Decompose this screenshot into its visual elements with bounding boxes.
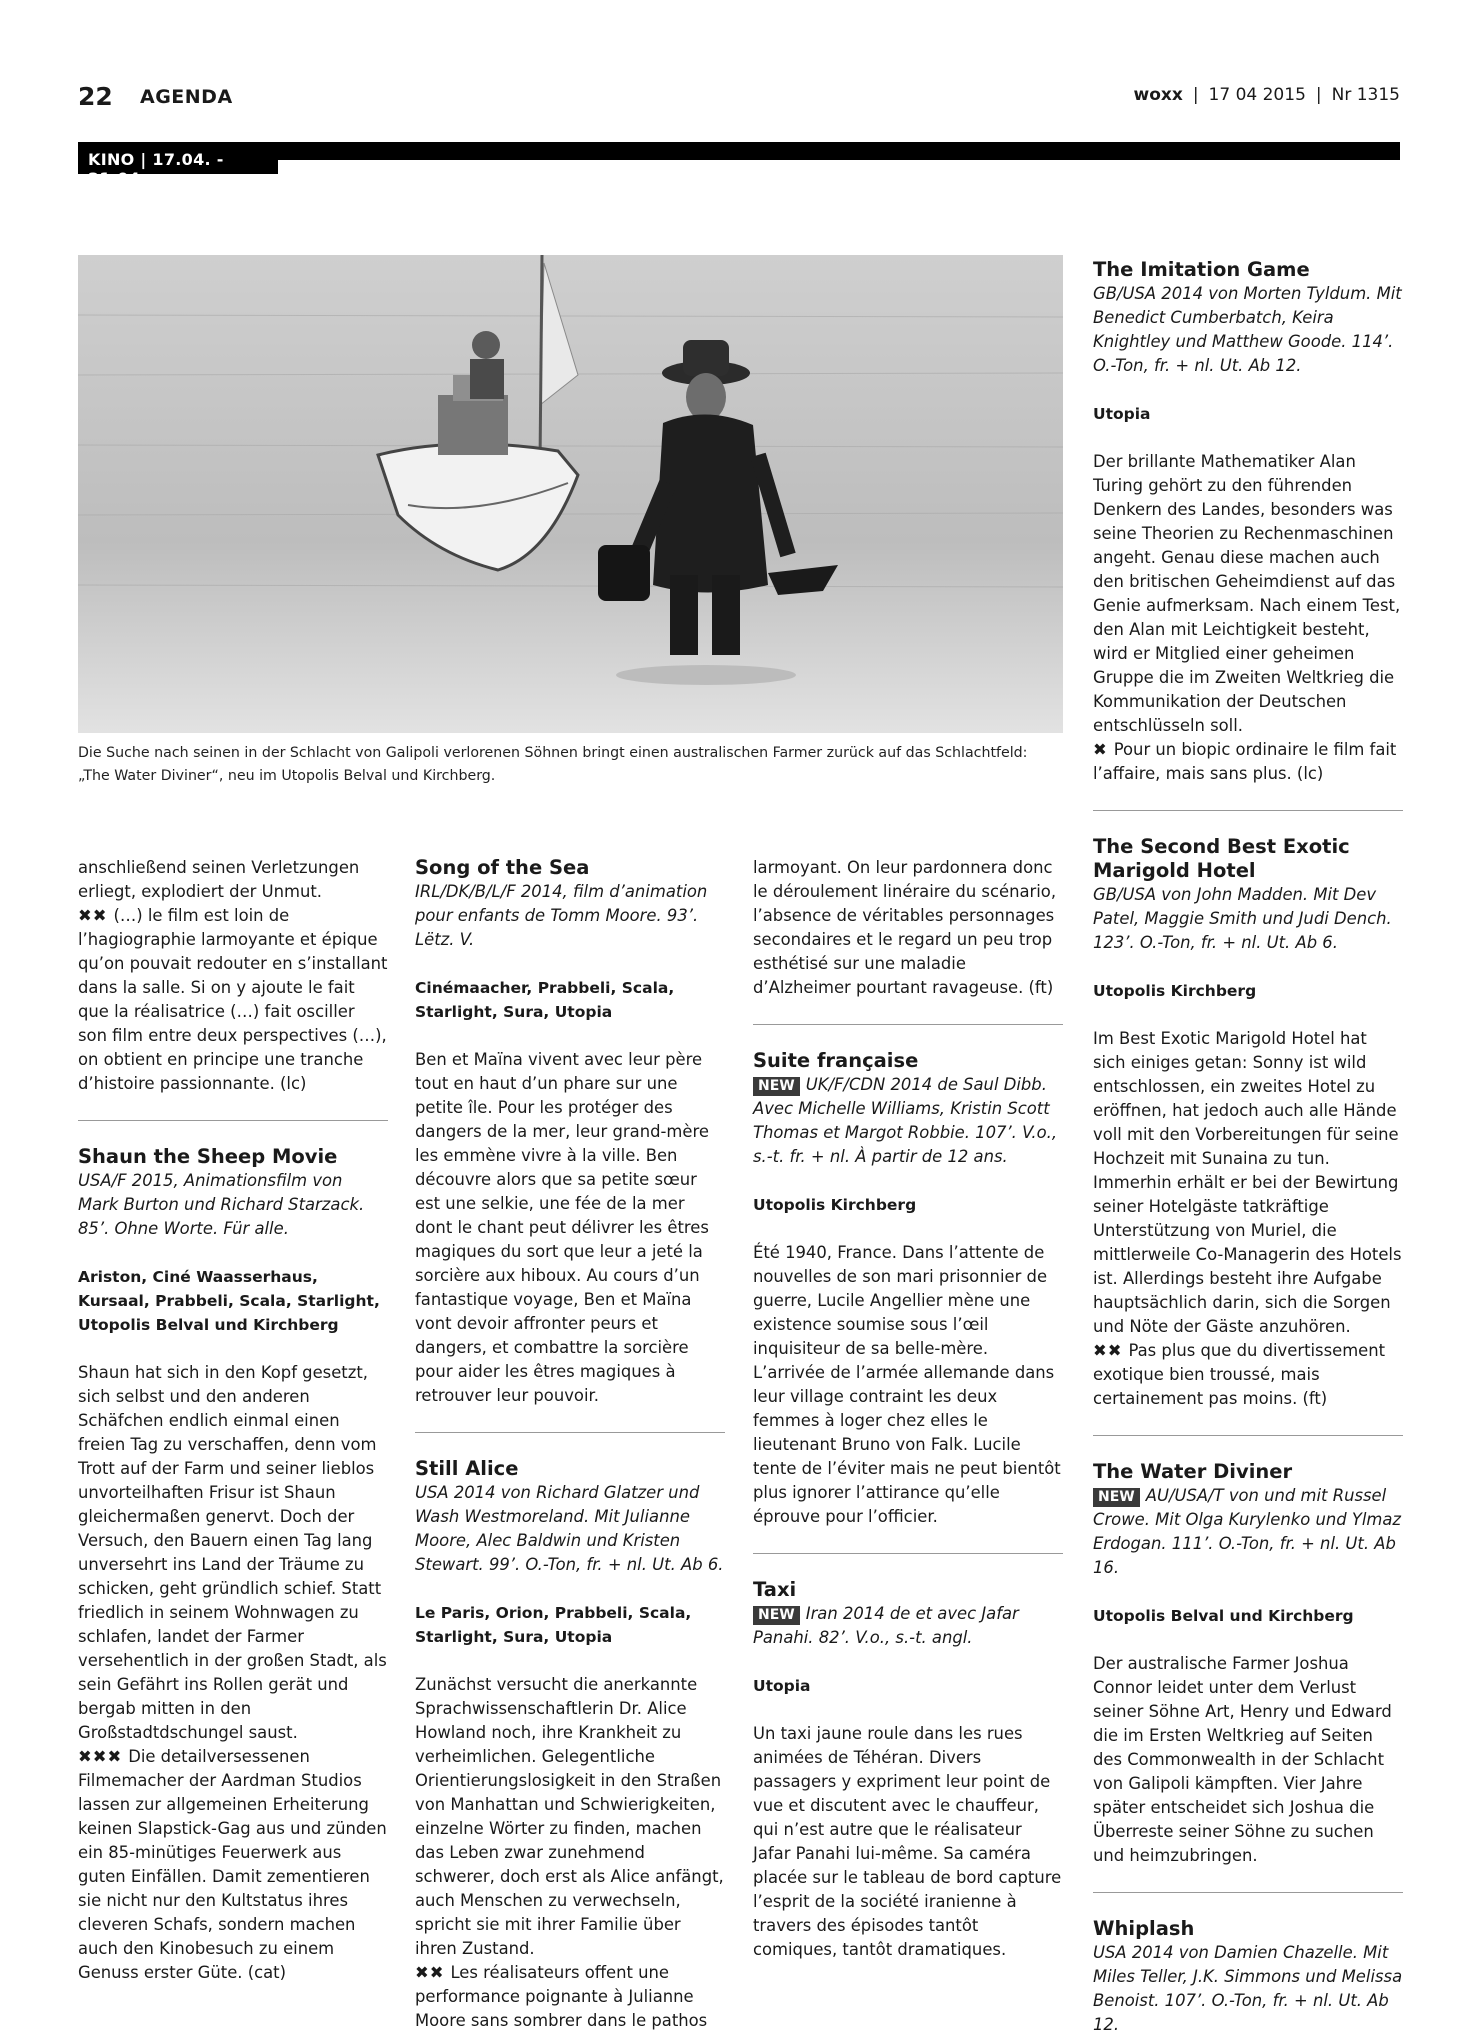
film-cinemas: Utopolis Belval und Kirchberg	[1093, 1607, 1354, 1625]
film-title: The Second Best Exotic Marigold Hotel	[1093, 835, 1350, 882]
new-badge: NEW	[753, 1606, 800, 1625]
film-water-diviner	[1093, 1460, 1403, 1868]
film-whiplash	[1093, 1917, 1403, 2037]
masthead-info: woxx | 17 04 2015 | Nr 1315	[1133, 85, 1400, 105]
film-meta: USA/F 2015, Animationsfilm von Mark Burton und Richard Starzack. 85’. Ohne Worte. Für alle.	[78, 1171, 365, 1238]
film-title: Taxi	[753, 1578, 797, 1601]
column-4	[1093, 258, 1403, 2037]
film-cinemas: Utopia	[1093, 405, 1151, 423]
film-cinemas: Utopolis Kirchberg	[1093, 982, 1257, 1000]
review-text: Die detailversessenen Filmemacher der Aardman Studios lassen zur allgemeinen Erheiterung keinen Slapstick-Gag aus und zünden ein 85-minütiges Feuerwerk aus guten Einfällen. Damit zementieren sie nicht nur den Kultstatus ihres cleveren Schafs, sondern machen auch den Kinobesuch zu einem Genuss erster Güte. (cat)	[78, 1747, 387, 1982]
film-meta: GB/USA 2014 von Morten Tyldum. Mit Benedict Cumberbatch, Keira Knightley und Matthew Goode. 114’. O.-Ton, fr. + nl. Ut. Ab 12.	[1093, 284, 1402, 375]
film-meta: IRL/DK/B/L/F 2014, film d’animation pour enfants de Tomm Moore. 93’. Lëtz. V.	[415, 882, 708, 949]
film-song-of-the-sea	[415, 856, 725, 1408]
rating-stars: ✖✖	[78, 906, 108, 925]
film-synopsis: Der brillante Mathematiker Alan Turing gehört zu den führenden Denkern des Landes, besonders was seine Theorien zu Rechenmaschinen angeht. Genau diese machen auch den britischen Geheimdienst auf das Genie aufmerksam. Nach einem Test, den Alan mit Leichtigkeit besteht, wird er Mitglied einer geheimen Gruppe die im Zweiten Weltkrieg die Kommunikation der Deutschen entschlüsseln soll.	[1093, 452, 1401, 735]
film-still-photo	[78, 255, 1063, 733]
film-title: Shaun the Sheep Movie	[78, 1145, 338, 1168]
divider	[753, 1553, 1063, 1554]
column-2	[415, 856, 725, 2033]
film-synopsis: Der australische Farmer Joshua Connor leidet unter dem Verlust seiner Söhne Art, Henry und Edward die im Ersten Weltkrieg auf Seiten des Commonwealth in der Schlacht von Galipoli kämpften. Vier Jahre später entscheidet sich Joshua die Überreste seiner Söhne zu suchen und heimzubringen.	[1093, 1654, 1392, 1865]
film-synopsis: Zunächst versucht die anerkannte Sprachwissenschaftlerin Dr. Alice Howland noch, ihre Krankheit zu verheimlichen. Gelegentliche Orientierungslosigkeit in den Straßen von Manhattan und Schwierigkeiten, einzelne Wörter zu finden, machen das Leben zwar zunehmend schwerer, doch erst als Alice anfängt, auch Menschen zu verwechseln, spricht sie mit ihrer Familie über ihren Zustand.	[415, 1675, 724, 1958]
rating-stars: ✖✖	[1093, 1341, 1123, 1360]
column-3	[753, 856, 1063, 1962]
continued-text: anschließend seinen Verletzungen erliegt, explodiert der Unmut.	[78, 858, 360, 901]
film-suite-francaise	[753, 1049, 1063, 1529]
review-text: Pas plus que du divertissement exotique bien troussé, mais certainement pas moins. (ft)	[1093, 1341, 1386, 1408]
divider	[753, 1024, 1063, 1025]
film-meta-text: AU/USA/T von und mit Russel Crowe. Mit Olga Kurylenko und Ylmaz Erdogan. 111’. O.-Ton, fr. + nl. Ut. Ab 16.	[1093, 1486, 1402, 1577]
film-synopsis: Ben et Maïna vivent avec leur père tout en haut d’un phare sur une petite île. Pour les protéger des dangers de la mer, leur grand-mère les emmène vivre à la ville. Ben découvre alors que sa petite sœur est une selkie, une fée de la mer dont le chant peut délivrer les êtres magiques du sort que leur a jeté la sorcière aux hiboux. Au cours d’un fantastique voyage, Ben et Maïna vont devoir affronter peurs et dangers, et combattre la sorcière pour aider les êtres magiques à retrouver leur pouvoir.	[415, 1050, 709, 1405]
divider	[1093, 1435, 1403, 1436]
film-title: The Imitation Game	[1093, 258, 1310, 281]
publication-name: woxx	[1133, 85, 1183, 105]
film-meta-text: UK/F/CDN 2014 de Saul Dibb. Avec Michelle Williams, Kristin Scott Thomas et Margot Robbie. 107’. V.o., s.-t. fr. + nl. À partir de 12 ans.	[753, 1075, 1058, 1166]
film-synopsis: Shaun hat sich in den Kopf gesetzt, sich selbst und den anderen Schäfchen endlich einmal einen freien Tag zu verschaffen, denn vom Trott auf der Farm und seiner lieblos unvorteilhaften Frisur ist Shaun gleichermaßen genervt. Doch der Versuch, den Bauern einen Tag lang unversehrt ins Land der Träume zu schicken, geht gründlich schief. Statt friedlich in seinem Wohnwagen zu schlafen, landet der Farmer versehentlich in der großen Stadt, als sein Gefährt ins Rollen gerät und bergab mitten in den Großstadtdschungel saust.	[78, 1363, 387, 1742]
review-text: Pour un biopic ordinaire le film fait l’affaire, mais sans plus. (lc)	[1093, 740, 1397, 783]
review-text: Les réalisateurs offent une performance poignante à Julianne Moore sans sombrer dans le pathos	[415, 1963, 708, 2030]
section-title: AGENDA	[140, 86, 233, 108]
rating-stars: ✖✖	[415, 1963, 445, 1982]
review-text: (…) le film est loin de l’hagiographie larmoyante et épique qu’on pouvait redouter en s’installant dans la salle. Si on y ajoute le fait que la réalisatrice (…) fait osciller son film entre deux perspectives (…), on obtient en principe une tranche d’histoire passionnante. (lc)	[78, 906, 388, 1093]
film-meta: USA 2014 von Richard Glatzer und Wash Westmoreland. Mit Julianne Moore, Alec Baldwin und Kristen Stewart. 99’. O.-Ton, fr. + nl. Ut. Ab 6.	[415, 1483, 724, 1574]
page-number: 22	[78, 82, 113, 111]
section-tag: KINO | 17.04. - 21.04.	[78, 142, 278, 174]
continued-text: larmoyant. On leur pardonnera donc le déroulement linéraire du scénario, l’absence de véritables personnages secondaires et le regard un peu trop esthétisé sur une maladie d’Alzheimer pourtant ravageuse. (ft)	[753, 858, 1057, 997]
film-meta	[753, 1073, 1063, 1169]
film-synopsis: Im Best Exotic Marigold Hotel hat sich einiges getan: Sonny ist wild entschlossen, ein zweites Hotel zu eröffnen, hat jedoch auch alle Hände voll mit den Vorbereitungen für seine Hochzeit mit Sunaina zu tun. Immerhin erhält er bei der Bewirtung seiner Hotelgäste tatkräftige Unterstützung von Muriel, die mittlerweile Co-Managerin des Hotels ist. Allerdings besteht ihre Aufgabe hauptsächlich darin, sich die Sorgen und Nöte der Gäste anzuhören.	[1093, 1029, 1402, 1336]
film-meta	[753, 1602, 1063, 1650]
film-meta: GB/USA von John Madden. Mit Dev Patel, Maggie Smith und Judi Dench. 123’. O.-Ton, fr. + nl. Ut. Ab 6.	[1093, 885, 1392, 952]
continued-verdict	[78, 904, 388, 1096]
film-verdict	[78, 1745, 388, 1985]
film-title: Song of the Sea	[415, 856, 590, 879]
issue-date: 17 04 2015	[1208, 85, 1306, 105]
photo-caption: Die Suche nach seinen in der Schlacht von Galipoli verlorenen Söhnen bringt einen australischen Farmer zurück auf das Schlachtfeld: „The Water Diviner“, neu im Utopolis Belval und Kirchberg.	[78, 745, 1028, 784]
film-verdict	[1093, 1339, 1403, 1411]
rating-stars: ✖	[1093, 740, 1108, 759]
new-badge: NEW	[1093, 1488, 1140, 1507]
new-badge: NEW	[753, 1077, 800, 1096]
film-still-alice	[415, 1457, 725, 2033]
film-imitation-game	[1093, 258, 1403, 786]
film-synopsis: Été 1940, France. Dans l’attente de nouvelles de son mari prisonnier de guerre, Lucile Angellier mène une existence soumise sous l’œil inquisiteur de sa belle-mère. L’arrivée de l’armée allemande dans leur village contraint les deux femmes à loger chez elles le lieutenant Bruno von Falk. Lucile tente de l’éviter mais ne peut bientôt plus ignorer l’attirance qu’elle éprouve pour l’officier.	[753, 1243, 1061, 1526]
film-synopsis: Un taxi jaune roule dans les rues animées de Téhéran. Divers passagers y expriment leur point de vue et discutent avec le chauffeur, qui n’est autre que le réalisateur Jafar Panahi lui-même. Sa caméra placée sur le tableau de bord capture l’esprit de la société iranienne à travers des épisodes tantôt comiques, tantôt dramatiques.	[753, 1724, 1062, 1959]
film-cinemas: Utopia	[753, 1677, 811, 1695]
film-marigold-hotel	[1093, 835, 1403, 1411]
film-title: Whiplash	[1093, 1917, 1195, 1940]
film-taxi	[753, 1578, 1063, 1962]
divider	[1093, 810, 1403, 811]
film-shaun-the-sheep	[78, 1145, 388, 1985]
rating-stars: ✖✖✖	[78, 1747, 123, 1766]
film-title: Suite française	[753, 1049, 919, 1072]
film-meta: USA 2014 von Damien Chazelle. Mit Miles Teller, J.K. Simmons und Melissa Benoist. 107’. O.-Ton, fr. + nl. Ut. Ab 12.	[1093, 1943, 1403, 2034]
film-cinemas: Cinémaacher, Prabbeli, Scala, Starlight, Sura, Utopia	[415, 979, 675, 1021]
film-title: The Water Diviner	[1093, 1460, 1293, 1483]
film-cinemas: Le Paris, Orion, Prabbeli, Scala, Starlight, Sura, Utopia	[415, 1604, 692, 1646]
film-verdict	[415, 1961, 725, 2033]
column-1	[78, 856, 388, 1985]
film-verdict	[1093, 738, 1403, 786]
divider	[415, 1432, 725, 1433]
divider	[78, 1120, 388, 1121]
film-title: Still Alice	[415, 1457, 519, 1480]
divider	[1093, 1892, 1403, 1893]
film-cinemas: Ariston, Ciné Waasserhaus, Kursaal, Prabbeli, Scala, Starlight, Utopolis Belval und Kirchberg	[78, 1268, 380, 1334]
issue-number: Nr 1315	[1331, 85, 1400, 105]
film-meta-text: Iran 2014 de et avec Jafar Panahi. 82’. V.o., s.-t. angl.	[753, 1604, 1019, 1647]
film-cinemas: Utopolis Kirchberg	[753, 1196, 917, 1214]
film-meta	[1093, 1484, 1403, 1580]
